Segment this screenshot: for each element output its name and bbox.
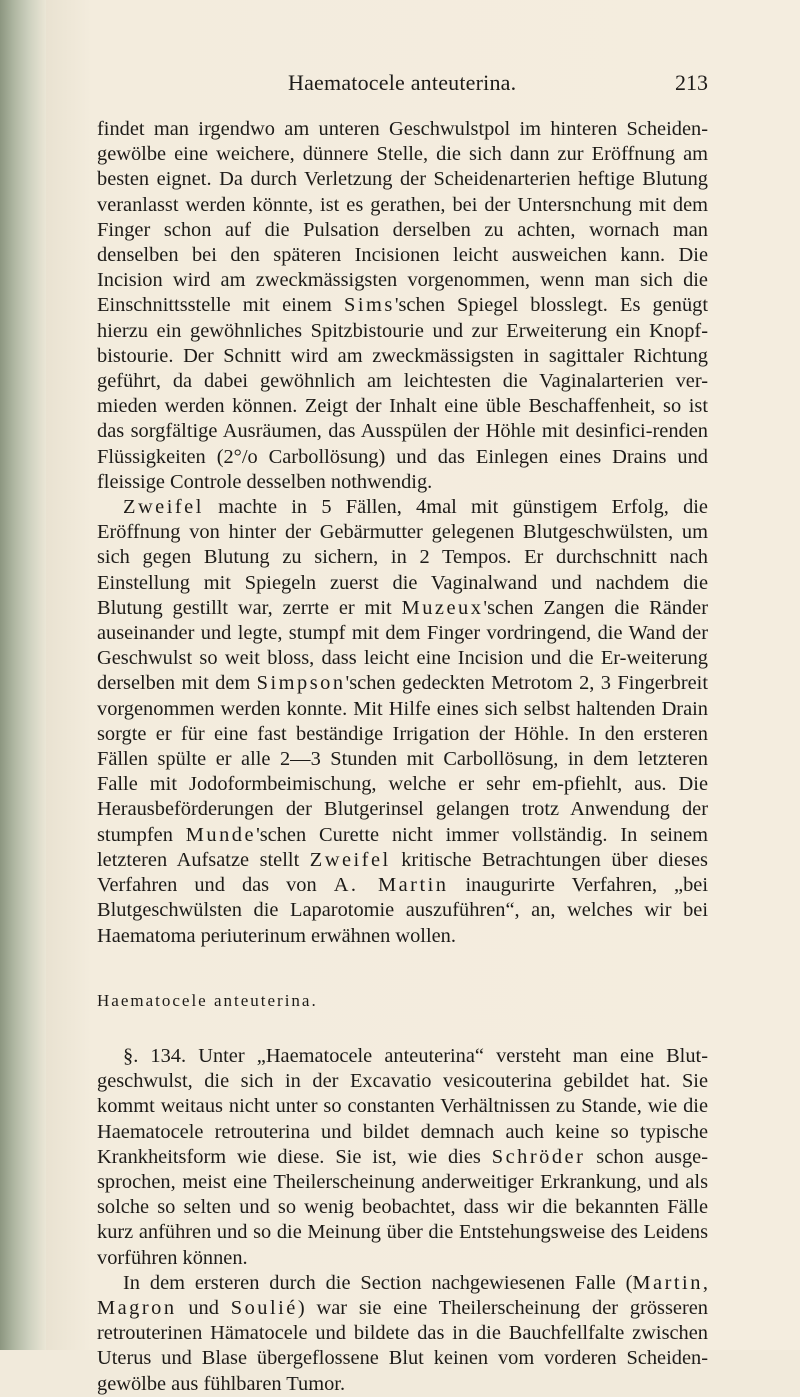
author-name: Sims	[344, 294, 395, 317]
author-name: Munde	[185, 823, 257, 846]
text-segment: und	[176, 1296, 231, 1319]
text-segment: 'schen Curette nicht immer vollständig. In seinem letzteren Aufsatze stellt	[97, 823, 708, 871]
page-header	[288, 70, 708, 104]
text-segment: findet man irgendwo am unteren Geschwulstpol im hinteren Scheiden-gewölbe eine weichere, dünnere Stelle, die sich dann zur Eröffnung am besten eignet. Da durch Verletzung der Scheidenarterien heftige Blutung veranlasst werden könnte, ist es gerathen, bei der Untersnchung mit dem Finger schon auf die Pulsation derselben zu achten, wornach man denselben bei den späteren Incisionen leicht ausweichen kann. Die Incision wird am zweckmässigsten vorgenommen, wenn man sich die Einschnittsstelle mit einem	[97, 118, 708, 317]
running-title: Haematocele anteuterina.	[288, 70, 517, 95]
text-segment: 'schen Zangen die Ränder auseinander und legte, stumpf mit dem Finger vordringend, die Wand der Geschwulst so weit bloss, dass leicht eine Incision und die Er-weiterung derselben mit dem	[97, 596, 708, 695]
author-name: Soulié	[230, 1296, 298, 1319]
section-heading: Haematocele anteuterina.	[97, 990, 318, 1010]
text-segment: machte in 5 Fällen, 4mal mit günstigem Erfolg, die Eröffnung von hinter der Gebärmutter gelegenen Blutgeschwülsten, um sich gegen Blutung zu sichern, in 2 Tempos. Er durchschnitt nach Einstellung mit Spiegeln zuerst die Vaginalwand und nachdem die Blutung gestillt war, zerrte er mit	[97, 496, 708, 619]
text-segment: 'schen gedeckten Metrotom 2, 3 Fingerbreit vorgenommen werden konnte. Mit Hilfe eines sich selbst haltenden Drain sorgte er für eine fast beständige Irrigation der Höhle. In den ersteren Fällen spülte er alle 2—3 Stunden mit Carbollösung, in dem letzteren Falle mit Jodoformbeimischung, welche er sehr em-pfiehlt, aus. Die Herausbeförderungen der Blutgerinsel gelangen trotz Anwendung der stumpfen	[97, 672, 708, 846]
paragraph-3	[97, 1044, 708, 1271]
author-name: Muzeux	[401, 596, 484, 619]
page-body	[97, 117, 708, 1397]
page-number: 213	[675, 70, 708, 95]
author-name: A. Martin	[333, 874, 449, 897]
author-name: Schröder	[491, 1145, 586, 1168]
text-segment: ) war sie eine Theilerscheinung der grösseren retrouterinen Hämatocele und bildete das in die Bauchfellfalte zwischen Uterus und Blase übergeflossene Blut keinen vom vorderen Scheiden-gewölbe aus fühlbaren Tumor.	[97, 1296, 708, 1395]
author-name: Zweifel	[123, 496, 204, 519]
author-name: Zweifel	[309, 848, 391, 871]
text-segment: schon ausge-sprochen, meist eine Theilerscheinung anderweitiger Erkrankung, und als solche so selten und so wenig beobachtet, dass wir die bekannten Fälle kurz anführen und so die Meinung über die Entstehungsweise des Leidens vorführen können.	[97, 1145, 709, 1269]
text-segment: §. 134. Unter „Haematocele anteuterina“ versteht man eine Blut-geschwulst, die sich in der Excavatio vesicouterina gebildet hat. Sie kommt weitaus nicht unter so constanten Verhältnissen zu Stande, wie die Haematocele retrouterina und bildet demnach auch keine so typische Krankheitsform wie diese. Sie ist, wie dies	[97, 1044, 708, 1168]
paragraph-1	[97, 117, 708, 495]
text-segment: inaugurirte Verfahren, „bei Blutgeschwülsten die Laparotomie auszuführen“, an, welches wir bei Haematoma periuterinum erwähnen wollen.	[97, 874, 708, 947]
text-segment: In dem ersteren durch die Section nachgewiesenen Falle (	[123, 1271, 633, 1294]
text-segment: kritische Betrachtungen über dieses Verfahren und das von	[97, 848, 708, 897]
author-name: Magron	[97, 1296, 177, 1319]
text-segment: ,	[702, 1271, 708, 1294]
author-name: Simpson	[256, 672, 346, 695]
book-spine-shadow	[0, 0, 46, 1350]
paragraph-2	[97, 495, 708, 949]
text-segment: 'schen Spiegel blosslegt. Es genügt hierzu ein gewöhnliches Spitzbistourie und zur Erweiterung ein Knopf-bistourie. Der Schnitt wird am zweckmässigsten in sagittaler Richtung geführt, da dabei gewöhnlich am leichtesten die Vaginalarterien ver-mieden werden können. Zeigt der Inhalt eine üble Beschaffenheit, so ist das sorgfältige Ausräumen, das Ausspülen der Höhle mit desinfici-renden Flüssigkeiten (2°/o Carbollösung) und das Einlegen eines Drains und fleissige Controle desselben nothwendig.	[97, 294, 708, 493]
paragraph-4	[97, 1271, 708, 1397]
author-name: Martin	[632, 1271, 703, 1294]
